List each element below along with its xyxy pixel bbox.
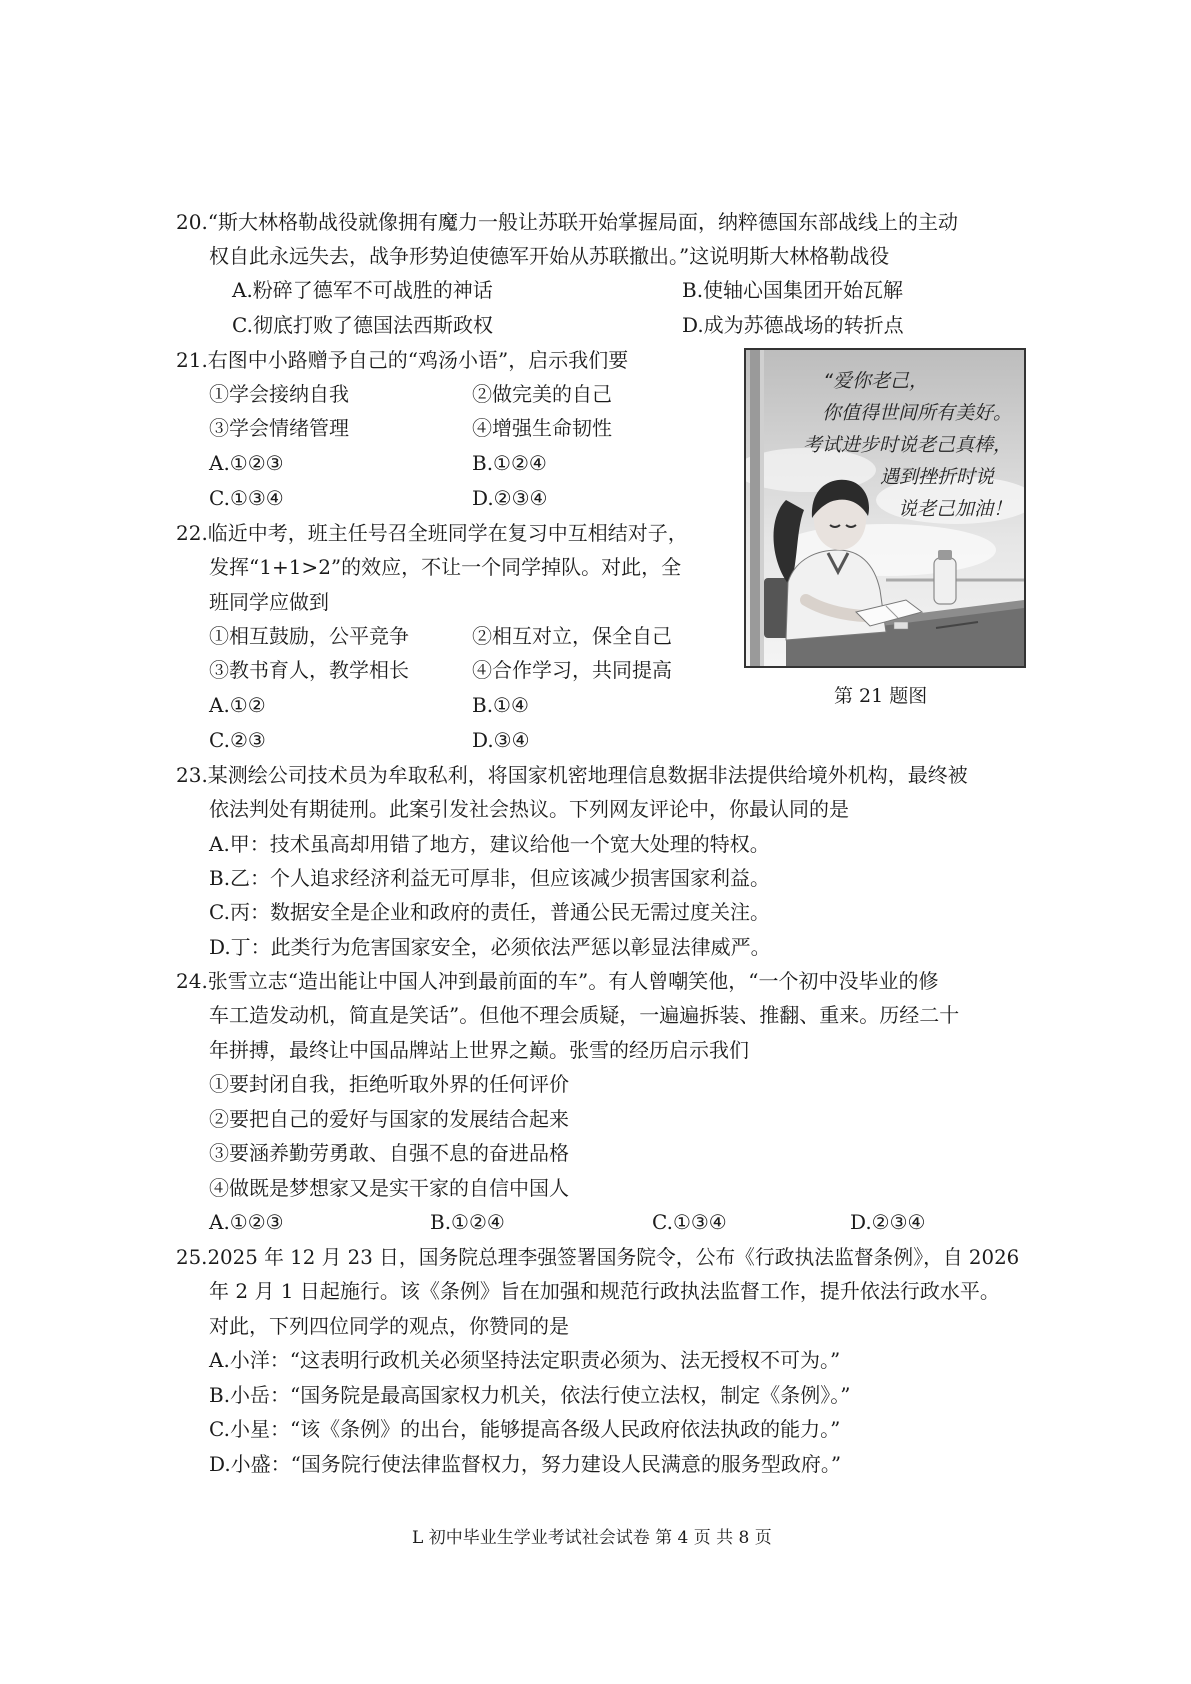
question-25-stem: 25.2025 年 12 月 23 日，国务院总理李强签署国务院令，公布《行政执法监督条例》，自 2026: [176, 1245, 1020, 1269]
figure-quote-line: 遇到挫折时说: [879, 466, 994, 488]
question-22-item: ③教书育人，教学相长: [209, 658, 409, 682]
question-23-option-a[interactable]: A.甲：技术虽高却用错了地方，建议给他一个宽大处理的特权。: [209, 832, 770, 856]
question-21-option-d[interactable]: D.②③④: [472, 486, 548, 510]
question-24-item: ①要封闭自我，拒绝听取外界的任何评价: [209, 1072, 569, 1096]
question-22-option-a[interactable]: A.①②: [209, 693, 266, 717]
question-22-item: ④合作学习，共同提高: [472, 658, 672, 682]
question-21-item: ④增强生命韧性: [472, 416, 612, 440]
question-25-option-a[interactable]: A.小洋：“这表明行政机关必须坚持法定职责必须为、法无授权不可为。”: [209, 1348, 841, 1372]
question-21-stem: 21.右图中小路赠予自己的“鸡汤小语”，启示我们要: [176, 348, 629, 372]
question-24-option-d[interactable]: D.②③④: [850, 1210, 926, 1234]
question-21-option-c[interactable]: C.①③④: [209, 486, 284, 510]
question-20-option-a[interactable]: A.粉碎了德军不可战胜的神话: [232, 278, 493, 302]
question-25-option-d[interactable]: D.小盛：“国务院行使法律监督权力，努力建设人民满意的服务型政府。”: [209, 1452, 842, 1476]
question-23-option-b[interactable]: B.乙：个人追求经济利益无可厚非，但应该减少损害国家利益。: [209, 866, 771, 890]
question-25-stem: 对此，下列四位同学的观点，你赞同的是: [209, 1314, 569, 1338]
question-22-option-d[interactable]: D.③④: [472, 728, 530, 752]
question-24-item: ③要涵养勤劳勇敢、自强不息的奋进品格: [209, 1141, 569, 1165]
question-23-option-c[interactable]: C.丙：数据安全是企业和政府的责任，普通公民无需过度关注。: [209, 900, 770, 924]
question-20-option-c[interactable]: C.彻底打败了德国法西斯政权: [232, 313, 493, 337]
figure-quote-line: 考试进步时说老己真棒，: [802, 434, 1012, 456]
question-20-stem: 20.“斯大林格勒战役就像拥有魔力一般让苏联开始掌握局面，纳粹德国东部战线上的主动: [176, 210, 959, 234]
question-22-stem: 发挥“1+1>2”的效应，不让一个同学掉队。对此，全: [209, 555, 682, 579]
question-24-stem: 24.张雪立志“造出能让中国人冲到最前面的车”。有人曾嘲笑他，“一个初中没毕业的修: [176, 969, 939, 993]
question-21-option-a[interactable]: A.①②③: [209, 451, 284, 475]
question-21-item: ②做完美的自己: [472, 382, 612, 406]
question-22-stem: 22.临近中考，班主任号召全班同学在复习中互相结对子，: [176, 521, 688, 545]
question-22-item: ②相互对立，保全自己: [472, 624, 672, 648]
question-21-item: ①学会接纳自我: [209, 382, 349, 406]
question-24-option-a[interactable]: A.①②③: [209, 1210, 284, 1234]
question-21-item: ③学会情绪管理: [209, 416, 349, 440]
figure-quote-line: 你值得世间所有美好。: [821, 402, 1012, 424]
question-22-item: ①相互鼓励，公平竞争: [209, 624, 409, 648]
question-24-item: ④做既是梦想家又是实干家的自信中国人: [209, 1176, 569, 1200]
figure-quote-line: 说老己加油！: [897, 498, 1012, 520]
question-20-stem: 权自此永远失去，战争形势迫使德军开始从苏联撤出。”这说明斯大林格勒战役: [209, 244, 890, 268]
question-22-option-c[interactable]: C.②③: [209, 728, 266, 752]
question-21-option-b[interactable]: B.①②④: [472, 451, 547, 475]
question-25-option-b[interactable]: B.小岳：“国务院是最高国家权力机关，依法行使立法权，制定《条例》。”: [209, 1383, 851, 1407]
page-footer: L 初中毕业生学业考试社会试卷 第 4 页 共 8 页: [412, 1528, 772, 1548]
question-24-stem: 年拼搏，最终让中国品牌站上世界之巅。张雪的经历启示我们: [209, 1038, 749, 1062]
question-24-option-b[interactable]: B.①②④: [430, 1210, 505, 1234]
question-21-figure: [744, 348, 1026, 668]
question-20-option-d[interactable]: D.成为苏德战场的转折点: [682, 313, 904, 337]
question-24-stem: 车工造发动机，简直是笑话”。但他不理会质疑，一遍遍拆装、推翻、重来。历经二十: [209, 1003, 960, 1027]
question-24-option-c[interactable]: C.①③④: [652, 1210, 727, 1234]
question-23-option-d[interactable]: D.丁：此类行为危害国家安全，必须依法严惩以彰显法律威严。: [209, 935, 771, 959]
question-23-stem: 依法判处有期徒刑。此案引发社会热议。下列网友评论中，你最认同的是: [209, 797, 849, 821]
figure-quote-line: “爱你老己，: [823, 370, 928, 392]
question-25-stem: 年 2 月 1 日起施行。该《条例》旨在加强和规范行政执法监督工作，提升依法行政水平。: [209, 1279, 1000, 1303]
figure-caption: 第 21 题图: [834, 685, 928, 707]
question-24-item: ②要把自己的爱好与国家的发展结合起来: [209, 1107, 569, 1131]
question-20-option-b[interactable]: B.使轴心国集团开始瓦解: [682, 278, 904, 302]
question-25-option-c[interactable]: C.小星：“该《条例》的出台，能够提高各级人民政府依法执政的能力。”: [209, 1417, 841, 1441]
question-23-stem: 23.某测绘公司技术员为牟取私利，将国家机密地理信息数据非法提供给境外机构，最终被: [176, 763, 968, 787]
question-22-option-b[interactable]: B.①④: [472, 693, 529, 717]
question-22-stem: 班同学应做到: [209, 590, 329, 614]
